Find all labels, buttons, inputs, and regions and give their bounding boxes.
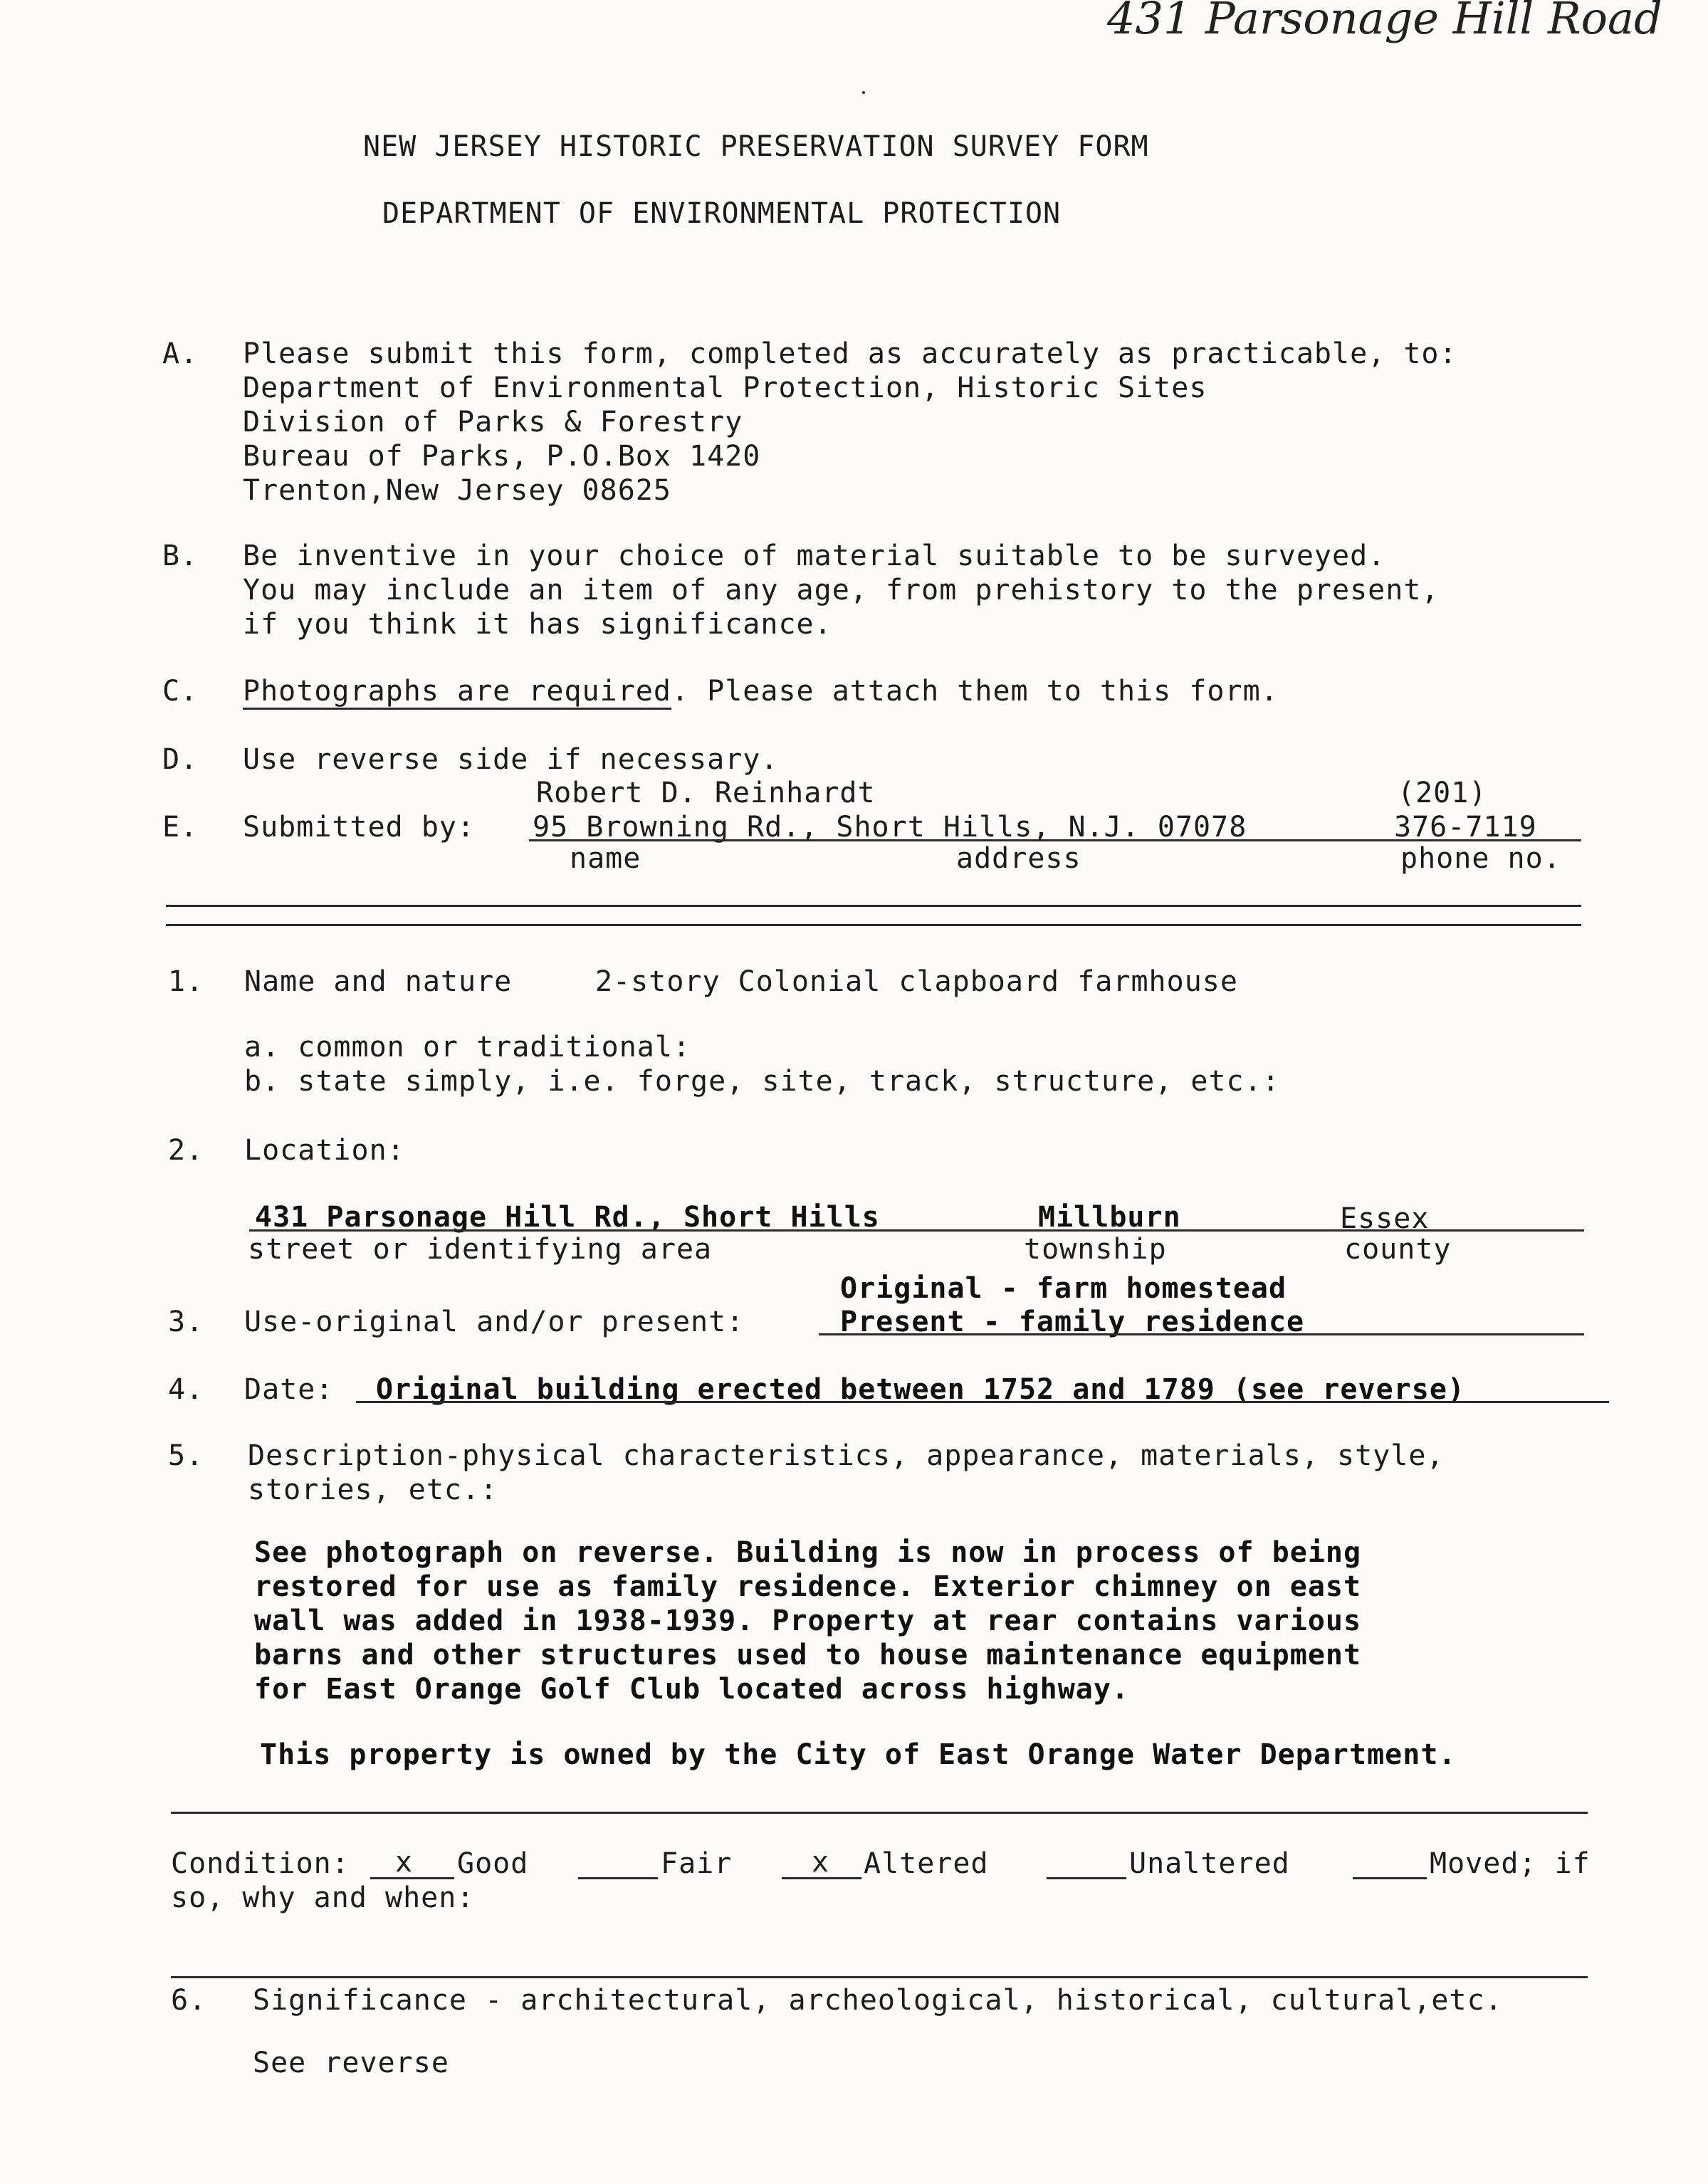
form-title: NEW JERSEY HISTORIC PRESERVATION SURVEY FORM <box>363 130 1149 163</box>
item-d-marker: D. <box>162 743 199 776</box>
item-a-line: Division of Parks & Forestry <box>243 406 743 439</box>
photographs-required: Photographs are required <box>243 675 671 710</box>
description-line: barns and other structures used to house maintenance equipment <box>254 1639 1362 1671</box>
item-3-marker: 3. <box>168 1306 204 1338</box>
item-1-value: 2-story Colonial clapboard farmhouse <box>595 965 1238 998</box>
unaltered-option: Unaltered <box>1129 1847 1290 1880</box>
item-4-label: Date: <box>244 1373 334 1406</box>
caption-county: county <box>1344 1233 1452 1266</box>
caption-phone: phone no. <box>1400 842 1561 875</box>
submitted-by-label: Submitted by: <box>243 811 476 844</box>
date-underline <box>356 1401 1609 1403</box>
item-d-text: Use reverse side if necessary. <box>243 743 779 776</box>
location-street: 431 Parsonage Hill Rd., Short Hills <box>255 1201 880 1234</box>
submitter-name: Robert D. Reinhardt <box>536 777 876 809</box>
item-a-line: Bureau of Parks, P.O.Box 1420 <box>243 440 761 473</box>
unaltered-blank <box>1047 1877 1126 1879</box>
caption-street: street or identifying area <box>248 1233 713 1266</box>
item-6-value: See reverse <box>253 2047 449 2079</box>
item-1-marker: 1. <box>168 965 204 998</box>
item-c-rest: . Please attach them to this form. <box>671 675 1279 708</box>
item-5-label: stories, etc.: <box>248 1474 498 1506</box>
department-title: DEPARTMENT OF ENVIRONMENTAL PROTECTION <box>382 197 1062 230</box>
item-a-line: Department of Environmental Protection, Historic Sites <box>243 372 1207 404</box>
description-line: wall was added in 1938-1939. Property at rear contains various <box>254 1605 1362 1637</box>
caption-name: name <box>570 842 641 875</box>
submitter-area-code: (201) <box>1398 777 1487 809</box>
item-6-marker: 6. <box>171 1984 207 2017</box>
use-underline <box>819 1333 1584 1335</box>
item-b-line: Be inventive in your choice of material suitable to be surveyed. <box>243 540 1386 572</box>
item-b-line: if you think it has significance. <box>243 608 832 641</box>
item-5-label: Description-physical characteristics, appearance, materials, style, <box>248 1439 1445 1472</box>
item-a-marker: A. <box>162 337 199 370</box>
location-county: Essex <box>1340 1202 1430 1235</box>
location-township: Millburn <box>1038 1201 1181 1234</box>
separator-line <box>166 905 1581 907</box>
condition-label: Condition: <box>171 1847 350 1880</box>
item-b-marker: B. <box>162 540 199 572</box>
caption-address: address <box>956 842 1081 875</box>
item-2-label: Location: <box>244 1134 405 1167</box>
use-present: Present - family residence <box>840 1306 1305 1338</box>
separator-line <box>166 924 1581 926</box>
description-line: for East Orange Golf Club located across highway. <box>254 1673 1130 1706</box>
ownership-statement: This property is owned by the City of East Orange Water Department. <box>260 1738 1457 1771</box>
condition-why-when: so, why and when: <box>171 1881 475 1914</box>
item-6-label: Significance - architectural, archeological, historical, cultural,etc. <box>253 1984 1503 2017</box>
moved-blank <box>1353 1877 1427 1879</box>
location-underline <box>249 1229 1584 1232</box>
good-mark: x <box>395 1846 414 1879</box>
altered-option: Altered <box>864 1847 989 1880</box>
fair-option: Fair <box>661 1847 733 1880</box>
separator-line <box>171 1812 1588 1814</box>
good-option: Good <box>457 1847 529 1880</box>
item-a-line: Trenton,New Jersey 08625 <box>243 474 671 507</box>
submitter-phone: 376-7119 <box>1394 811 1537 844</box>
separator-line <box>171 1976 1588 1978</box>
handwritten-address: 431 Parsonage Hill Road <box>1107 0 1662 44</box>
item-1a-label: a. common or traditional: <box>244 1031 691 1064</box>
item-5-marker: 5. <box>168 1439 204 1472</box>
item-c-text <box>243 674 1279 708</box>
caption-township: township <box>1024 1233 1167 1266</box>
description-line: restored for use as family residence. Exterior chimney on east <box>254 1570 1362 1603</box>
fair-blank <box>578 1877 658 1879</box>
ink-speck <box>862 91 865 94</box>
item-a-line: Please submit this form, completed as accurately as practicable, to: <box>243 337 1457 370</box>
submitter-address: 95 Browning Rd., Short Hills, N.J. 07078 <box>533 811 1247 844</box>
item-1-label: Name and nature <box>244 965 513 998</box>
moved-option: Moved; if <box>1430 1847 1591 1880</box>
item-e-marker: E. <box>162 811 199 844</box>
use-original: Original - farm homestead <box>840 1272 1287 1305</box>
date-value: Original building erected between 1752 and 1789 (see reverse) <box>376 1373 1466 1406</box>
item-3-label: Use-original and/or present: <box>244 1306 745 1338</box>
item-2-marker: 2. <box>168 1134 204 1167</box>
item-1b-label: b. state simply, i.e. forge, site, track, structure, etc.: <box>244 1065 1280 1098</box>
item-b-line: You may include an item of any age, from prehistory to the present, <box>243 574 1440 607</box>
item-4-marker: 4. <box>168 1373 204 1406</box>
altered-mark: x <box>812 1846 830 1879</box>
description-line: See photograph on reverse. Building is now in process of being <box>254 1536 1362 1569</box>
item-c-marker: C. <box>162 675 199 708</box>
